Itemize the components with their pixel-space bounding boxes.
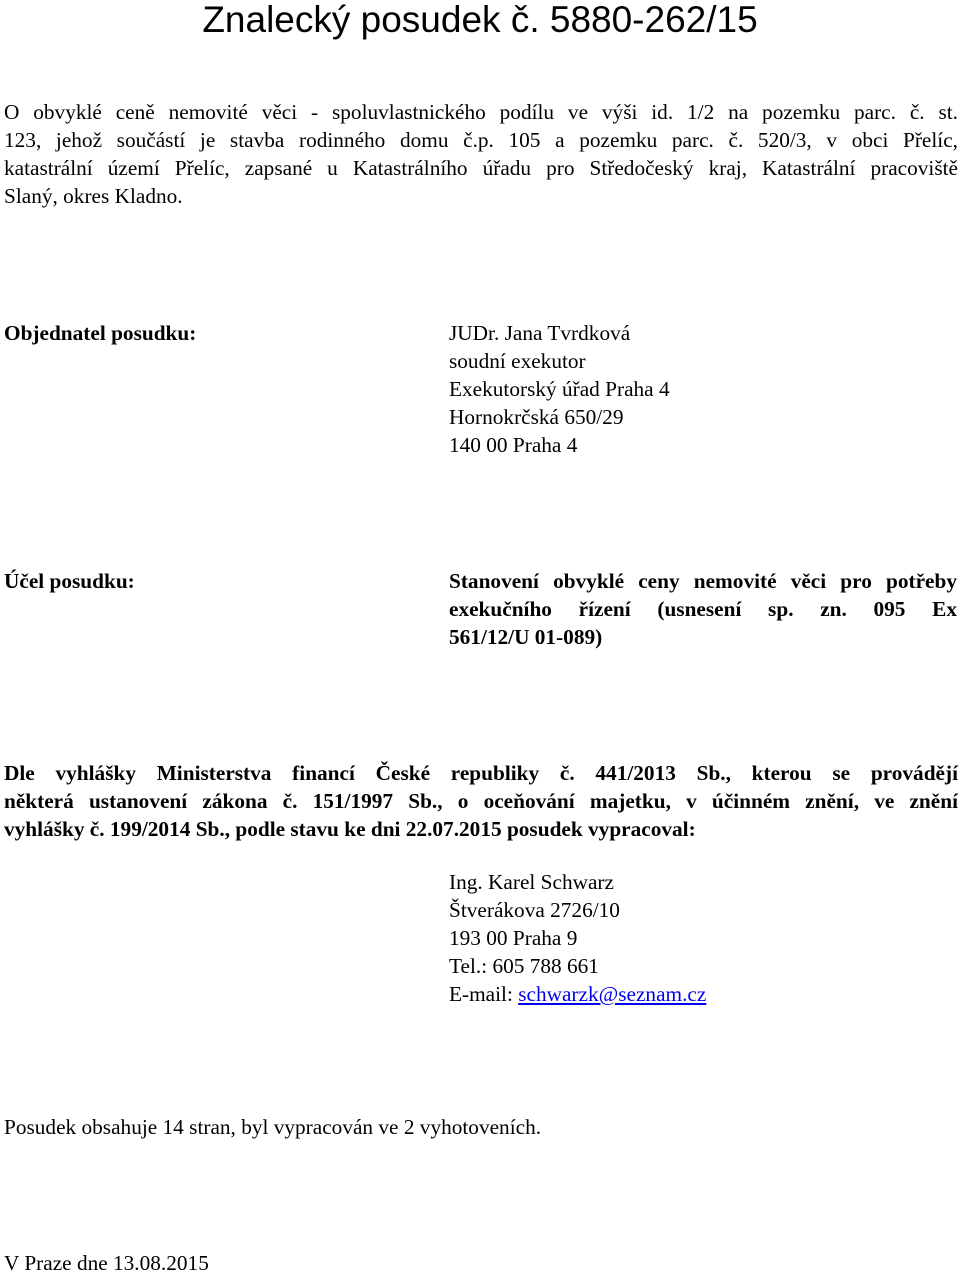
client-street: Hornokrčská 650/29 xyxy=(449,405,624,429)
client-label: Objednatel posudku: xyxy=(4,321,197,345)
expert-email-row xyxy=(449,980,706,1008)
place-date: V Praze dne 13.08.2015 xyxy=(4,1251,209,1275)
decree-line: některá ustanovení zákona č. 151/1997 Sb., o oceňování majetku, v účinném znění, ve znění xyxy=(4,789,958,813)
expert-street: Štverákova 2726/10 xyxy=(449,898,620,922)
purpose-line: 561/12/U 01-089) xyxy=(449,625,603,649)
subject-line: Slaný, okres Kladno. xyxy=(4,184,183,208)
subject-line: O obvyklé ceně nemovité věci - spoluvlastnického podílu ve výši id. 1/2 na pozemku parc. č. st. xyxy=(4,100,958,124)
expert-email-label: E-mail: xyxy=(449,982,519,1006)
purpose-line: Stanovení obvyklé ceny nemovité věci pro potřeby xyxy=(449,569,957,593)
expert-phone: Tel.: 605 788 661 xyxy=(449,954,599,978)
client-name: JUDr. Jana Tvrdková xyxy=(449,321,631,345)
page-count-note: Posudek obsahuje 14 stran, byl vypracován ve 2 vyhotoveních. xyxy=(4,1115,542,1139)
decree-line: vyhlášky č. 199/2014 Sb., podle stavu ke dni 22.07.2015 posudek vypracoval: xyxy=(4,817,696,841)
subject-line: 123, jehož součástí je stavba rodinného domu č.p. 105 a pozemku parc. č. 520/3, v obci Přelíc, xyxy=(4,128,958,152)
client-office: Exekutorský úřad Praha 4 xyxy=(449,377,670,401)
document-title: Znalecký posudek č. 5880-262/15 xyxy=(202,0,758,40)
decree-paragraph xyxy=(4,759,958,843)
purpose-label: Účel posudku: xyxy=(4,569,135,593)
decree-line: Dle vyhlášky Ministerstva financí České republiky č. 441/2013 Sb., kterou se provádějí xyxy=(4,761,958,785)
purpose-text xyxy=(449,567,957,651)
expert-email-link[interactable]: schwarzk@seznam.cz xyxy=(518,982,707,1006)
expert-details xyxy=(449,868,706,1008)
client-role: soudní exekutor xyxy=(449,349,586,373)
subject-paragraph xyxy=(4,98,958,210)
client-city: 140 00 Praha 4 xyxy=(449,433,578,457)
client-details xyxy=(449,319,670,459)
expert-name: Ing. Karel Schwarz xyxy=(449,870,614,894)
purpose-line: exekučního řízení (usnesení sp. zn. 095 Ex xyxy=(449,597,957,621)
subject-line: katastrální území Přelíc, zapsané u Katastrálního úřadu pro Středočeský kraj, Katastrální pracoviště xyxy=(4,156,958,180)
expert-city: 193 00 Praha 9 xyxy=(449,926,578,950)
